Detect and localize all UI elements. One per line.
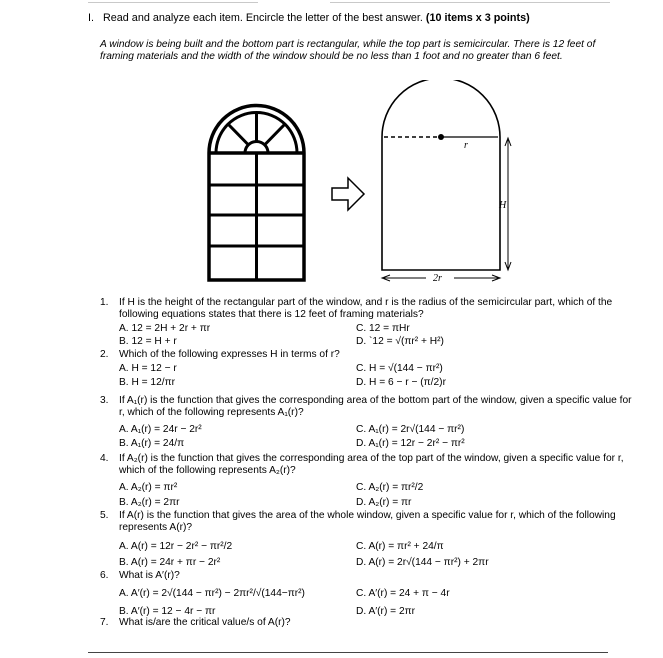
q2-option-a[interactable]: A. H = 12 − r <box>119 363 177 374</box>
question-text: What is A′(r)? <box>119 570 180 581</box>
problem-scenario: A window is being built and the bottom part is rectangular, while the top part is semicircular. There is 12 feet of framing materials and the width of the window should be no less than 1 foot and no greater than 6 feet. <box>100 39 596 62</box>
section-points: (10 items x 3 points) <box>425 12 530 24</box>
section-instruction: Read and analyze each item. Encircle the letter of the best answer. <box>103 12 423 24</box>
question-text: If A₂(r) is the function that gives the corresponding area of the top part of the window, given a specific value for r, which of the following represents A₂(r)? <box>119 453 624 476</box>
bottom-rule <box>88 652 608 653</box>
question-number: 2. <box>100 349 109 360</box>
question-number: 3. <box>100 395 109 406</box>
question-text: What is/are the critical value/s of A(r)? <box>119 617 291 628</box>
window-outline-drawing <box>382 80 511 281</box>
top-rule-left <box>88 2 258 3</box>
q2-option-c[interactable]: C. H = √(144 − πr²) <box>356 363 443 374</box>
window-diagram <box>196 80 526 290</box>
q6-option-b[interactable]: B. A′(r) = 12 − 4r − πr <box>119 606 216 617</box>
q6-option-d[interactable]: D. A′(r) = 2πr <box>356 606 416 617</box>
question-text: Which of the following expresses H in terms of r? <box>119 349 340 360</box>
center-dot <box>438 134 444 140</box>
q4-option-d[interactable]: D. A₂(r) = πr <box>356 497 412 508</box>
question-number: 6. <box>100 570 109 581</box>
q4-option-b[interactable]: B. A₂(r) = 2πr <box>119 497 180 508</box>
question-number: 4. <box>100 453 109 464</box>
window-frame-drawing <box>209 106 304 281</box>
q6-option-c[interactable]: C. A′(r) = 24 + π − 4r <box>356 588 450 599</box>
question-text: If A(r) is the function that gives the area of the whole window, given a specific value for r, which of the following represents A(r)? <box>119 510 616 533</box>
question-text: If A₁(r) is the function that gives the corresponding area of the bottom part of the window, given a specific value for r, which of the following represents A₁(r)? <box>119 395 632 418</box>
q4-option-a[interactable]: A. A₂(r) = πr² <box>119 482 178 493</box>
height-label: H <box>499 200 507 211</box>
top-rule-right <box>330 2 610 3</box>
q6-option-a[interactable]: A. A′(r) = 2√(144 − πr²) − 2πr²/√(144−πr²) <box>119 588 305 599</box>
question-number: 7. <box>100 617 109 628</box>
question-number: 1. <box>100 297 109 308</box>
transform-arrow <box>332 178 364 210</box>
q4-option-c[interactable]: C. A₂(r) = πr²/2 <box>356 482 424 493</box>
width-label: 2r <box>433 273 442 284</box>
q3-option-b[interactable]: B. A₁(r) = 24/π <box>119 438 185 449</box>
q1-option-d[interactable]: D. `12 = √(πr² + H²) <box>356 336 444 347</box>
q2-option-b[interactable]: B. H = 12/πr <box>119 377 176 388</box>
radius-label: r <box>464 140 468 151</box>
window-figure <box>196 80 526 290</box>
q3-option-d[interactable]: D. A₁(r) = 12r − 2r² − πr² <box>356 438 465 449</box>
section-number: I. <box>88 12 94 24</box>
q3-option-a[interactable]: A. A₁(r) = 24r − 2r² <box>119 424 202 435</box>
q2-option-d[interactable]: D. H = 6 − r − (π/2)r <box>356 377 446 388</box>
q1-option-a[interactable]: A. 12 = 2H + 2r + πr <box>119 323 211 334</box>
q5-option-b[interactable]: B. A(r) = 24r + πr − 2r² <box>119 557 221 568</box>
q5-option-d[interactable]: D. A(r) = 2r√(144 − πr²) + 2πr <box>356 557 489 568</box>
q5-option-c[interactable]: C. A(r) = πr² + 24/π <box>356 541 444 552</box>
q1-option-c[interactable]: C. 12 = πHr <box>356 323 410 334</box>
question-number: 5. <box>100 510 109 521</box>
question-text: If H is the height of the rectangular part of the window, and r is the radius of the semicircular part, which of the following equations states that there is 12 feet of framing materials? <box>119 297 613 320</box>
q3-option-c[interactable]: C. A₁(r) = 2r√(144 − πr²) <box>356 424 465 435</box>
q5-option-a[interactable]: A. A(r) = 12r − 2r² − πr²/2 <box>119 541 233 552</box>
q1-option-b[interactable]: B. 12 = H + r <box>119 336 177 347</box>
section-heading <box>88 12 530 24</box>
